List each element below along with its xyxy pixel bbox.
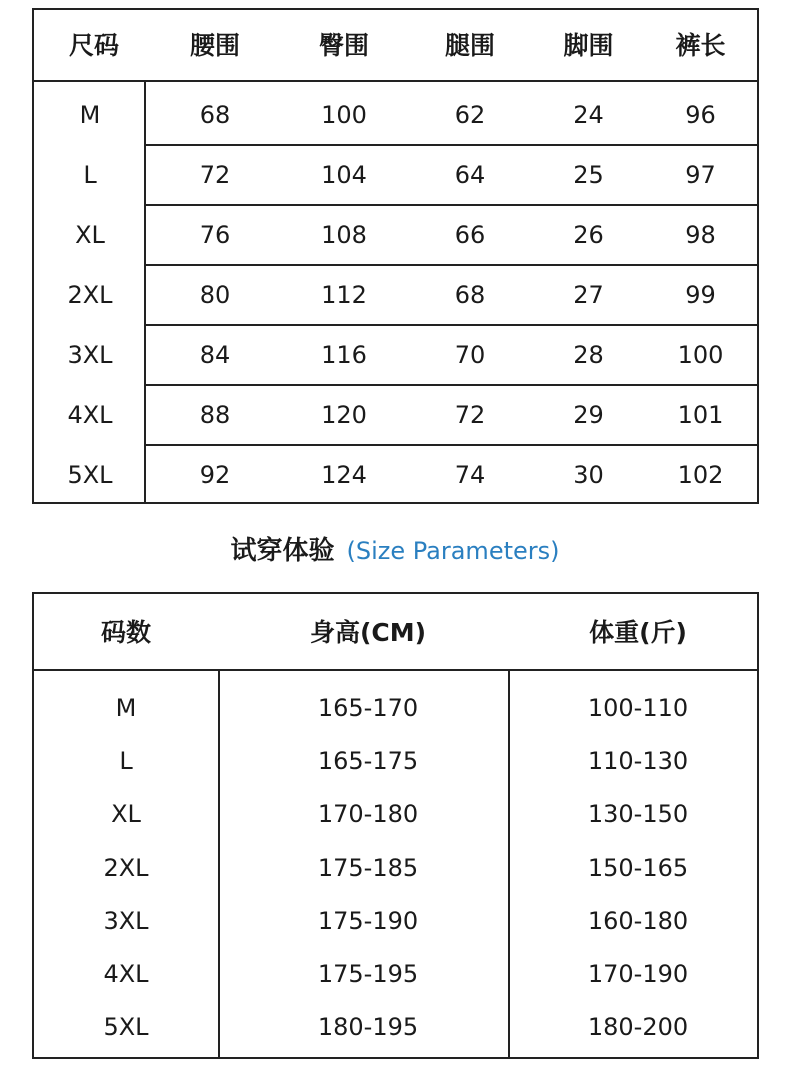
cell-thigh: 66 xyxy=(454,221,486,249)
cell-size-code: 2XL xyxy=(103,853,149,882)
cell-size-code: L xyxy=(119,747,133,776)
table-row xyxy=(34,204,757,264)
cell-size: 4XL xyxy=(67,401,113,429)
caption-subtitle: (Size Parameters) xyxy=(346,537,560,565)
header-leg-opening: 脚围 xyxy=(563,31,614,60)
cell-leg-opening: 27 xyxy=(573,281,604,309)
header-waist: 腰围 xyxy=(189,31,240,60)
cell-thigh: 64 xyxy=(454,161,486,189)
cell-thigh: 70 xyxy=(454,341,486,369)
header-size: 尺码 xyxy=(68,31,119,60)
cell-length: 101 xyxy=(677,401,724,429)
cell-length: 99 xyxy=(685,281,716,309)
cell-weight: 100-110 xyxy=(587,694,689,722)
cell-hip: 120 xyxy=(321,401,367,429)
header-weight: 体重(斤) xyxy=(589,618,687,647)
cell-hip: 100 xyxy=(321,101,367,129)
cell-height: 180-195 xyxy=(317,1013,419,1042)
cell-leg-opening: 24 xyxy=(573,101,604,129)
fit-table xyxy=(32,592,759,1059)
cell-height: 170-180 xyxy=(317,800,419,829)
header-thigh: 腿围 xyxy=(444,31,495,60)
cell-size: 2XL xyxy=(67,281,113,309)
cell-size: L xyxy=(83,161,97,189)
cell-length: 96 xyxy=(685,101,716,129)
table-row xyxy=(34,84,757,144)
cell-thigh: 68 xyxy=(454,281,486,309)
cell-leg-opening: 25 xyxy=(573,161,604,189)
cell-leg-opening: 29 xyxy=(573,401,604,429)
cell-weight: 150-165 xyxy=(587,853,689,882)
header-length: 裤长 xyxy=(675,31,726,60)
table-row xyxy=(34,682,757,735)
cell-hip: 104 xyxy=(321,161,367,189)
cell-waist: 80 xyxy=(199,281,231,309)
cell-waist: 68 xyxy=(199,101,231,129)
cell-height: 175-195 xyxy=(317,960,419,988)
cell-waist: 88 xyxy=(199,401,231,429)
cell-length: 97 xyxy=(685,161,716,189)
cell-hip: 108 xyxy=(321,221,367,249)
section-caption xyxy=(0,528,790,574)
cell-height: 175-185 xyxy=(317,853,419,882)
table-row xyxy=(34,444,757,504)
cell-height: 175-190 xyxy=(317,906,419,935)
cell-leg-opening: 28 xyxy=(573,341,604,369)
table-row xyxy=(34,144,757,204)
cell-length: 98 xyxy=(685,221,716,249)
cell-waist: 84 xyxy=(199,341,231,369)
table-row xyxy=(34,842,757,895)
cell-leg-opening: 30 xyxy=(573,461,604,489)
table-row xyxy=(34,384,757,444)
cell-size-code: XL xyxy=(111,800,141,829)
cell-size-code: M xyxy=(115,694,137,722)
cell-hip: 112 xyxy=(321,281,367,309)
cell-thigh: 62 xyxy=(454,101,486,129)
table-row xyxy=(34,264,757,324)
table-row xyxy=(34,324,757,384)
cell-size: XL xyxy=(75,221,105,249)
cell-size: 3XL xyxy=(67,341,113,369)
cell-leg-opening: 26 xyxy=(573,221,604,249)
table-row xyxy=(34,735,757,788)
cell-weight: 160-180 xyxy=(587,906,689,935)
cell-hip: 116 xyxy=(321,341,367,369)
table-row xyxy=(34,1001,757,1054)
header-height: 身高(CM) xyxy=(309,618,427,647)
cell-height: 165-170 xyxy=(317,694,419,722)
cell-weight: 180-200 xyxy=(587,1013,689,1042)
header-size-code: 码数 xyxy=(100,618,151,647)
table-row xyxy=(34,948,757,1001)
cell-hip: 124 xyxy=(321,461,367,489)
fit-table-header xyxy=(34,594,757,671)
cell-size: M xyxy=(79,101,101,129)
cell-waist: 76 xyxy=(199,221,231,249)
cell-size-code: 3XL xyxy=(103,906,149,935)
cell-size-code: 4XL xyxy=(103,960,149,988)
cell-weight: 170-190 xyxy=(587,960,689,988)
cell-size-code: 5XL xyxy=(103,1013,149,1042)
cell-weight: 130-150 xyxy=(587,800,689,829)
cell-thigh: 74 xyxy=(454,461,486,489)
table-row xyxy=(34,788,757,841)
size-table-header xyxy=(34,10,757,82)
size-table xyxy=(32,8,759,504)
table-row xyxy=(34,895,757,948)
cell-height: 165-175 xyxy=(317,747,419,776)
cell-length: 102 xyxy=(677,461,724,489)
caption-title: 试穿体验 xyxy=(230,536,335,566)
header-hip: 臀围 xyxy=(318,31,369,60)
cell-thigh: 72 xyxy=(454,401,486,429)
cell-length: 100 xyxy=(677,341,724,369)
cell-size: 5XL xyxy=(67,461,113,489)
cell-weight: 110-130 xyxy=(587,747,689,776)
cell-waist: 92 xyxy=(199,461,231,489)
cell-waist: 72 xyxy=(199,161,231,189)
